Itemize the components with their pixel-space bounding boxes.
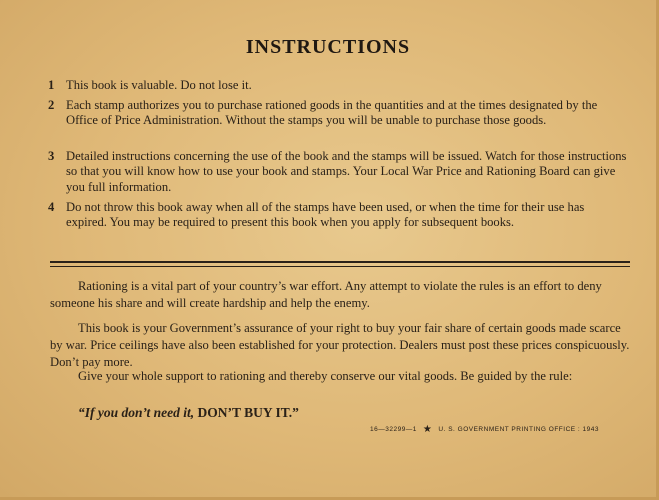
divider-rule-thin <box>50 266 630 267</box>
instruction-text: This book is valuable. Do not lose it. <box>66 78 252 92</box>
paragraph-rationing: Rationing is a vital part of your country’s war effort. Any attempt to violate the rules is an effort to deny someone his share and will create hardship and help the enemy. <box>50 279 602 310</box>
paragraph-support: Give your whole support to rationing and thereby conserve our vital goods. Be guided by the rule: <box>78 369 573 383</box>
motto <box>78 405 299 421</box>
instruction-item-2 <box>48 98 628 129</box>
motto-caps: DON’T BUY IT.” <box>194 405 299 420</box>
star-icon: ★ <box>422 424 433 435</box>
instruction-text: Each stamp authorizes you to purchase rationed goods in the quantities and at the times designated by the Office of Price Administration. Without the stamps you will be unable to purchase those goods. <box>66 98 598 128</box>
motto-italic: “If you don’t need it, <box>78 405 195 420</box>
paragraph-assurance: This book is your Government’s assurance of your right to buy your fair share of certain goods made scarce by war. Price ceilings have also been established for your protection. Dealers must post these prices conspicuously. Don’t pay more. <box>50 321 630 369</box>
instruction-number: 3 <box>48 149 55 163</box>
instruction-number: 1 <box>48 78 55 92</box>
instruction-text: Do not throw this book away when all of the stamps have been used, or when the time for their use has expired. You may be required to present this book when you apply for subsequent books. <box>66 200 585 230</box>
printing-office: U. S. GOVERNMENT PRINTING OFFICE : 1943 <box>438 426 599 433</box>
instruction-number: 2 <box>48 98 55 112</box>
printer-imprint <box>370 424 599 435</box>
instruction-item-4 <box>48 200 628 231</box>
instruction-item-3 <box>48 149 628 195</box>
page-title: INSTRUCTIONS <box>245 36 411 58</box>
divider-rule-thick <box>50 261 630 263</box>
instruction-item-1 <box>48 78 628 93</box>
form-code: 16—32299—1 <box>370 426 417 433</box>
instruction-number: 4 <box>48 200 55 214</box>
instruction-text: Detailed instructions concerning the use of the book and the stamps will be issued. Watch for those instructions so that you will know how to use your book and stamps. Your Local War Price and Rationing Board can give you full information. <box>66 149 627 194</box>
